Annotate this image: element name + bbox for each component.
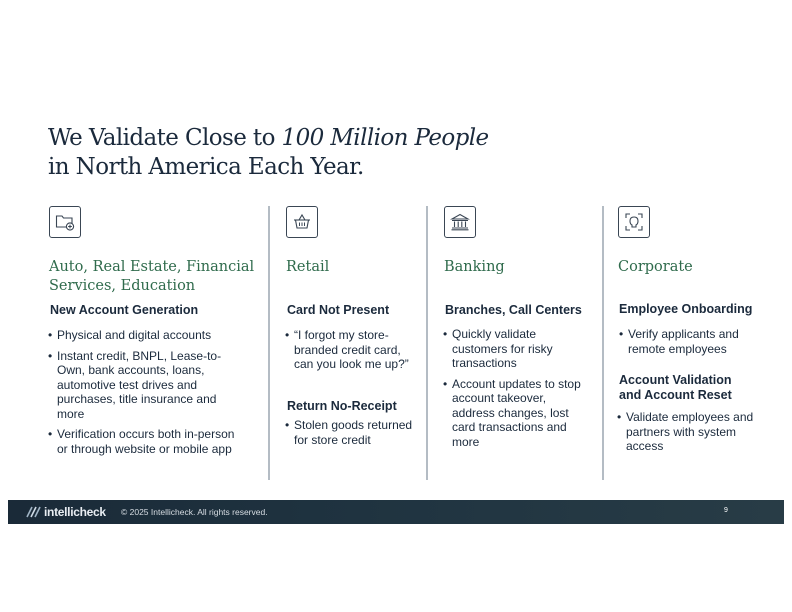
column-title bbox=[49, 258, 254, 296]
bullet-item: • Quickly validate customers for risky transactions bbox=[443, 327, 585, 371]
bullet-list bbox=[443, 327, 585, 455]
section-heading bbox=[619, 373, 732, 402]
page-headline bbox=[48, 124, 489, 182]
column-divider bbox=[426, 206, 428, 480]
bullet-item: • Instant credit, BNPL, Lease-to-Own, bank accounts, loans, automotive test drives and purchases, title insurance and more bbox=[48, 349, 246, 422]
column-title: Corporate bbox=[618, 259, 693, 275]
folder-add-icon bbox=[49, 206, 81, 238]
column-title-line2: Services, Education bbox=[49, 278, 196, 294]
column-corporate bbox=[618, 206, 768, 453]
logo-mark-icon bbox=[25, 505, 41, 519]
section-heading: Card Not Present bbox=[287, 303, 390, 317]
section-heading-line1: Account Validation bbox=[619, 373, 732, 387]
column-banking bbox=[444, 206, 588, 449]
column-retail bbox=[286, 206, 420, 447]
bank-icon bbox=[444, 206, 476, 238]
bullet-item: • “I forgot my store-branded credit card, can you look me up?” bbox=[285, 328, 419, 372]
bullet-item: • Verification occurs both in-person or through website or mobile app bbox=[48, 427, 246, 456]
column-title-line1: Auto, Real Estate, Financial bbox=[49, 259, 255, 275]
column-title: Banking bbox=[444, 259, 505, 275]
bullet-item: • Stolen goods returned for store credit bbox=[285, 418, 419, 447]
bullet-list bbox=[285, 418, 419, 453]
column-auto-financial bbox=[49, 206, 259, 456]
logo-text: intellicheck bbox=[44, 505, 106, 519]
bullet-list bbox=[617, 410, 757, 460]
section-heading: Employee Onboarding bbox=[619, 302, 753, 316]
bullet-list bbox=[48, 328, 246, 462]
section-heading: Return No-Receipt bbox=[287, 399, 397, 413]
section-heading: New Account Generation bbox=[50, 303, 199, 317]
bullet-list bbox=[619, 327, 761, 362]
column-title: Retail bbox=[286, 259, 330, 275]
section-heading: Branches, Call Centers bbox=[445, 303, 582, 317]
bullet-item: • Verify applicants and remote employees bbox=[619, 327, 761, 356]
headline-emphasis: 100 Million People bbox=[281, 125, 489, 151]
page-number: 9 bbox=[724, 507, 728, 514]
bullet-item: • Physical and digital accounts bbox=[48, 328, 246, 343]
headline-line2: in North America Each Year. bbox=[48, 154, 364, 180]
bullet-item: • Validate employees and partners with system access bbox=[617, 410, 757, 454]
copyright-text: © 2025 Intellicheck. All rights reserved. bbox=[121, 507, 268, 517]
bullet-item: • Account updates to stop account takeover, address changes, lost card transactions and more bbox=[443, 377, 585, 450]
section-heading-line2: and Account Reset bbox=[619, 387, 732, 402]
footer-bar bbox=[8, 500, 784, 524]
headline-prefix: We Validate Close to bbox=[48, 125, 282, 151]
column-divider bbox=[602, 206, 604, 480]
column-divider bbox=[268, 206, 270, 480]
intellicheck-logo bbox=[25, 505, 106, 519]
face-scan-icon bbox=[618, 206, 650, 238]
shopping-basket-icon bbox=[286, 206, 318, 238]
bullet-list bbox=[285, 328, 419, 378]
